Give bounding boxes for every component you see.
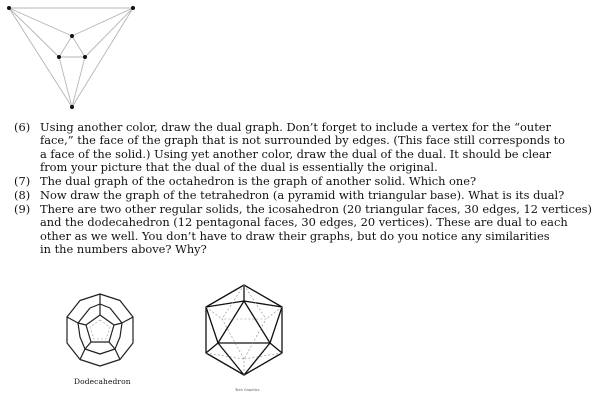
- graph-edge: [9, 8, 72, 107]
- graph-edge: [72, 8, 133, 107]
- question-8: [14, 189, 610, 203]
- graph-edge: [72, 57, 85, 107]
- graph-edge: [59, 57, 72, 107]
- question-number: (8): [14, 188, 31, 202]
- question-number: (9): [14, 202, 31, 216]
- icosahedron-drawing: [194, 281, 294, 381]
- question-text: Using another color, draw the dual graph. Don’t forget to include a vertex for the “outer face,” the face of the graph that is not surrounded by edges. (This face still corresponds to a face of the solid.) Using yet another color, draw the dual of the dual. It should be clear from your picture that the dual of the dual is essentially the original.: [40, 120, 566, 175]
- graph-edge: [9, 8, 59, 57]
- icosahedron-credit: Tech Graphics: [235, 388, 260, 392]
- question-text: The dual graph of the octahedron is the graph of another solid. Which one?: [40, 174, 477, 188]
- graph-edge: [85, 8, 133, 57]
- question-number: (6): [14, 120, 31, 134]
- graph-vertex: [83, 55, 87, 59]
- graph-vertex: [70, 105, 74, 109]
- graph-vertex: [7, 6, 11, 10]
- graph-edge: [59, 36, 72, 57]
- front-triangle-top: [218, 301, 270, 343]
- question-6: [14, 121, 610, 177]
- graph-edge: [72, 36, 85, 57]
- dodecahedron-drawing: [60, 290, 140, 370]
- question-number: (7): [14, 174, 31, 188]
- question-7: [14, 175, 610, 189]
- graph-vertex: [57, 55, 61, 59]
- question-9: [14, 203, 610, 259]
- graph-vertex: [70, 34, 74, 38]
- graph-edge: [9, 8, 72, 36]
- graph-vertex: [131, 6, 135, 10]
- octahedron-graph: [0, 0, 170, 120]
- question-text: Now draw the graph of the tetrahedron (a pyramid with triangular base). What is its dual?: [40, 188, 565, 202]
- dodecahedron-caption: Dodecahedron: [74, 377, 131, 386]
- question-text: There are two other regular solids, the icosahedron (20 triangular faces, 30 edges, 12 vertices) and the dodecahedron (12 pentagonal faces, 30 edges, 20 vertices). These are dual to each other as we well. You don’t have to draw their graphs, but do you notice any similarities in the numbers above? Why?: [40, 202, 592, 257]
